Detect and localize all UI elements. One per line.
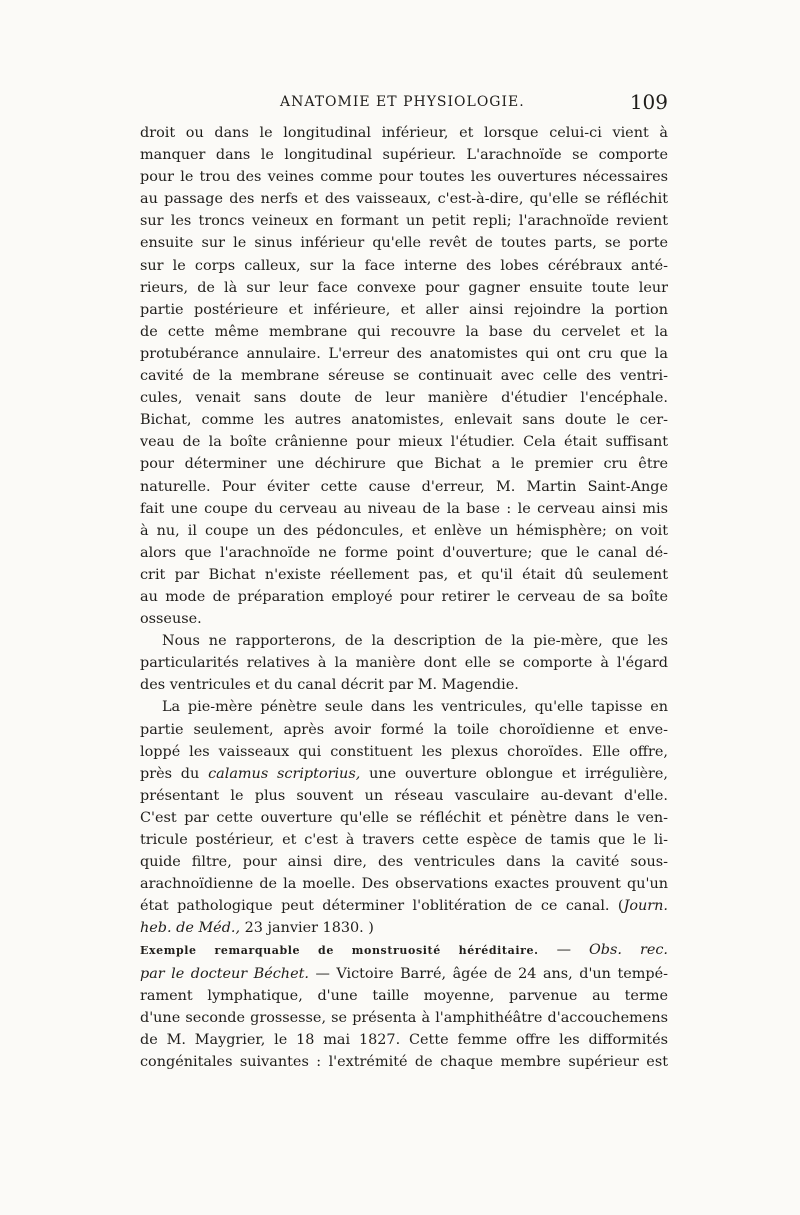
- observation-label: Obs. rec.: [588, 942, 668, 959]
- text-line: ensuite sur le sinus inférieur qu'elle revêt de toutes parts, se porte: [140, 235, 668, 252]
- text-line: cavité de la membrane séreuse se continuait avec celle des ventri-: [140, 368, 668, 385]
- text-line: veau de la boîte crânienne pour mieux l'étudier. Cela était suffisant: [140, 434, 668, 451]
- text-line: [140, 763, 668, 785]
- text-line: alors que l'arachnoïde ne forme point d'ouverture; que le canal dé-: [140, 544, 668, 561]
- latin-term: calamus scriptorius,: [208, 765, 361, 782]
- text-line: au passage des nerfs et des vaisseaux, c'est-à-dire, qu'elle se réfléchit: [140, 191, 668, 208]
- body-text: [140, 122, 668, 1073]
- text-line: naturelle. Pour éviter cette cause d'erreur, M. Martin Saint-Ange: [140, 478, 668, 495]
- journal-citation: Journ.: [623, 898, 668, 915]
- text-fragment: état pathologique peut déterminer l'oblitération de ce canal. (: [140, 898, 624, 915]
- text-line: sur le corps calleux, sur la face interne des lobes cérébraux anté-: [140, 257, 668, 274]
- text-line: osseuse.: [140, 611, 202, 628]
- text-line: de cette même membrane qui recouvre la base du cervelet et la: [140, 323, 668, 340]
- text-line: [140, 963, 668, 985]
- text-line: C'est par cette ouverture qu'elle se réfléchit et pénètre dans le ven-: [140, 809, 668, 826]
- text-line: d'une seconde grossesse, se présenta à l'amphithéâtre d'accouchemens: [140, 1009, 668, 1026]
- running-head: [140, 90, 668, 116]
- text-line: des ventricules et du canal décrit par M. Magendie.: [140, 677, 519, 694]
- text-line: [140, 895, 668, 917]
- text-line: tricule postérieur, et c'est à travers cette espèce de tamis que le li-: [140, 832, 668, 848]
- text-line: protubérance annulaire. L'erreur des anatomistes qui ont cru que la: [140, 345, 668, 362]
- text-line: crit par Bichat n'existe réellement pas, et qu'il était dû seulement: [140, 566, 668, 583]
- text-line: arachnoïdienne de la moelle. Des observations exactes prouvent qu'un: [140, 876, 668, 893]
- text-fragment: — Victoire Barré, âgée de 24 ans, d'un tempé-: [308, 965, 668, 982]
- text-line: partie postérieure et inférieure, et aller ainsi rejoindre la portion: [140, 301, 668, 318]
- text-line: [140, 917, 668, 939]
- text-line: rieurs, de là sur leur face convexe pour gagner ensuite toute leur: [140, 279, 668, 296]
- text-line: rament lymphatique, d'une taille moyenne, parvenue au terme: [140, 987, 668, 1004]
- text-line: pour déterminer une déchirure que Bichat a le premier cru être: [140, 456, 668, 473]
- text-line: particularités relatives à la manière dont elle se comporte à l'égard: [140, 655, 668, 672]
- text-line: Bichat, comme les autres anatomistes, enlevait sans doute le cer-: [140, 412, 668, 429]
- citation-date: 23 janvier 1830. ): [244, 920, 374, 937]
- text-fragment: près du: [140, 765, 200, 782]
- observation-author: par le docteur Béchet.: [140, 965, 309, 982]
- dash: —: [538, 942, 589, 959]
- paragraph-start: La pie-mère pénètre seule dans les ventricules, qu'elle tapisse en: [162, 699, 668, 716]
- text-line: de M. Maygrier, le 18 mai 1827. Cette femme offre les difformités: [140, 1031, 668, 1048]
- journal-citation: heb. de Méd.,: [140, 920, 241, 937]
- section-heading: Exemple remarquable de monstruosité héréditaire.: [140, 944, 539, 958]
- text-line: loppé les vaisseaux qui constituent les plexus choroïdes. Elle offre,: [140, 743, 668, 760]
- page-number: 109: [629, 90, 668, 114]
- text-line: au mode de préparation employé pour retirer le cerveau de sa boîte: [140, 588, 668, 605]
- text-line: fait une coupe du cerveau au niveau de la base : le cerveau ainsi mis: [140, 500, 668, 517]
- text-line: partie seulement, après avoir formé la toile choroïdienne et enve-: [140, 721, 668, 738]
- running-head-title: ANATOMIE ET PHYSIOLOGIE.: [280, 94, 525, 110]
- text-line: à nu, il coupe un des pédoncules, et enlève un hémisphère; on voit: [140, 522, 668, 539]
- text-line: cules, venait sans doute de leur manière d'étudier l'encéphale.: [140, 390, 668, 407]
- text-line: congénitales suivantes : l'extrémité de chaque membre supérieur est: [140, 1053, 668, 1070]
- text-line: sur les troncs veineux en formant un petit repli; l'arachnoïde revient: [140, 213, 668, 230]
- text-line: pour le trou des veines comme pour toutes les ouvertures nécessaires: [140, 169, 668, 186]
- section-heading-line: [140, 939, 668, 962]
- text-line: manquer dans le longitudinal supérieur. L'arachnoïde se comporte: [140, 147, 668, 164]
- text-line: quide filtre, pour ainsi dire, des ventricules dans la cavité sous-: [140, 854, 668, 871]
- text-line: présentant le plus souvent un réseau vasculaire au-devant d'elle.: [140, 787, 668, 804]
- text-fragment: une ouverture oblongue et irrégulière,: [369, 765, 668, 782]
- text-line: droit ou dans le longitudinal inférieur, et lorsque celui-ci vient à: [140, 125, 668, 141]
- paragraph-start: Nous ne rapporterons, de la description de la pie-mère, que les: [162, 633, 668, 650]
